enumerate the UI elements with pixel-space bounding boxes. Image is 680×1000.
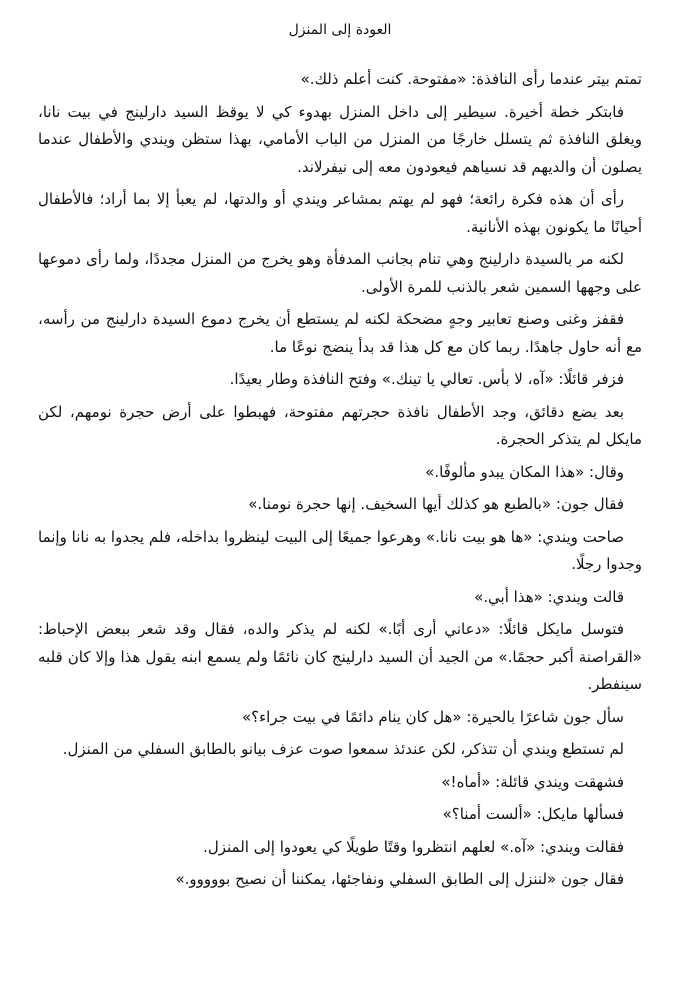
paragraph: فقال جون «لننزل إلى الطابق السفلي ونفاجئها، يمكننا أن نصيح بووووو.» [175,870,624,888]
paragraph: صاحت ويندي: «ها هو بيت نانا.» وهرعوا جميعًا إلى البيت لينظروا بداخله، فلم يجدوا به نانا وإنما وجدوا رجلًا. [38,527,642,573]
paragraph: فابتكر خطة أخيرة. سيطير إلى داخل المنزل بهدوء كي لا يوقظ السيد دارلينج في بيت نانا، ويغلق النافذة ثم يتسلل خارجًا من المنزل من الباب الأمامي، بهذا ستظن ويندي والأطفال عندما يصلون أن والديهم قد نسياهم فيعودون معه إلى نيفرلاند. [38,102,642,176]
running-header: العودة إلى المنزل [288,22,392,38]
paragraph: فشهقت ويندي قائلة: «أماه!» [441,772,624,791]
paragraph: سأل جون شاعرًا بالحيرة: «هل كان ينام دائمًا في بيت جراء؟» [241,707,624,726]
paragraph: قالت ويندي: «هذا أبي.» [474,587,624,606]
paragraph: فقفز وغنى وصنع تعابير وجهٍ مضحكة لكنه لم يستطع أن يخرج دموع السيدة دارلينج من رأسه، مع أنه حاول جاهدًا. ربما كان مع كل هذا قد بدأ ينضج نوعًا ما. [38,310,642,356]
paragraph: رأى أن هذه فكرة رائعة؛ فهو لم يهتم بمشاعر ويندي أو والدتها، لم يعبأ إلا بما أراد؛ فالأطفال أحيانًا ما يكونون بهذه الأنانية. [38,190,642,236]
paragraph: تمتم بيتر عندما رأى النافذة: «مفتوحة. كنت أعلم ذلك.» [300,70,642,88]
paragraph: فزفر قائلًا: «آه، لا بأس. تعالي يا تينك.» وفتح النافذة وطار بعيدًا. [229,370,624,388]
paragraph: بعد بضع دقائق، وجد الأطفال نافذة حجرتهم مفتوحة، فهبطوا على أرض حجرة نومهم، لكن مايكل لم يتذكر الحجرة. [38,402,642,448]
paragraph: فقالت ويندي: «آه.» لعلهم انتظروا وقتًا طويلًا كي يعودوا إلى المنزل. [203,837,624,856]
paragraph: لكنه مر بالسيدة دارلينج وهي تنام بجانب المدفأة وهو يخرج من المنزل مجددًا، ولما رأى دموعها على وجهها السمين شعر بالذنب للمرة الأولى. [38,250,642,296]
paragraph: فقال جون: «بالطبع هو كذلك أيها السخيف. إنها حجرة نومنا.» [248,495,624,513]
paragraph: وقال: «هذا المكان يبدو مألوفًا.» [425,462,624,481]
paragraph: فتوسل مايكل قائلًا: «دعاني أرى أبًا.» لكنه لم يذكر والده، فقال وقد شعر ببعض الإحباط: «القراصنة أكبر حجمًا.» من الجيد أن السيد دارلينج كان نائمًا ولم يسمع ابنه يقول هذا وإلا كان قلبه سينفطر. [38,620,642,693]
paragraph: لم تستطع ويندي أن تتذكر، لكن عندئذ سمعوا صوت عزف بيانو بالطابق السفلي من المنزل. [62,740,624,758]
paragraph: فسألها مايكل: «ألست أمنا؟» [442,805,624,823]
chapter-body [38,66,642,894]
